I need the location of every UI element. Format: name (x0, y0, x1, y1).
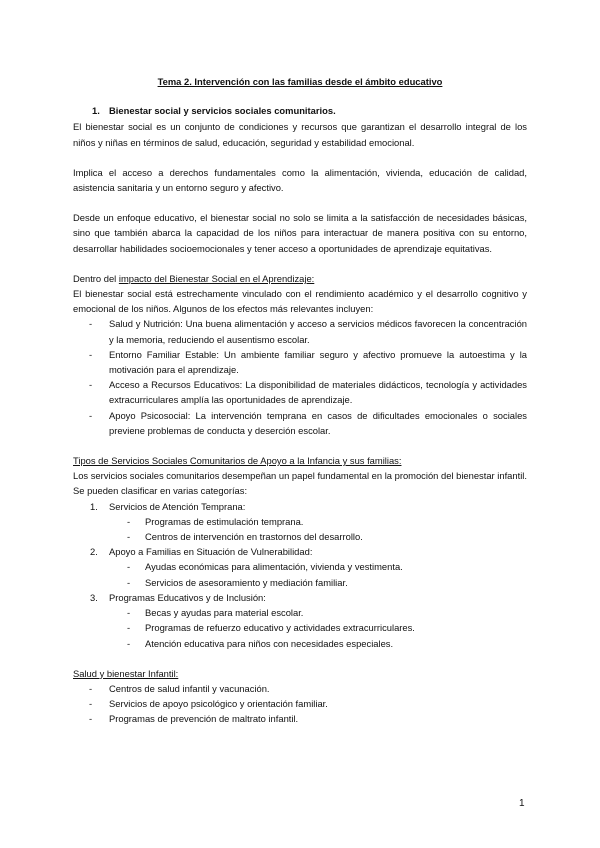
tipos-categories (73, 590, 527, 605)
dash-bullet: - (89, 348, 93, 360)
list-item (73, 408, 527, 438)
document-title: Tema 2. Intervención con las familias desde el ámbito educativo (157, 76, 443, 87)
list-item-text: Centros de intervención en trastornos del desarrollo. (145, 531, 363, 543)
list-item (73, 316, 527, 346)
list-item-text: Acceso a Recursos Educativos: La disponibilidad de materiales didácticos, tecnología y actividades extracurriculares amplía las oportunidades de aprendizaje. (109, 379, 527, 406)
salud-list (73, 681, 527, 727)
paragraph-approach: Desde un enfoque educativo, el bienestar social no solo se limita a la satisfacción de necesidades básicas, sino que también abarca la capacidad de los niños para interactuar de manera positiva con su entorno, desarrollar habilidades socioemocionales y tener acceso a oportunidades de aprendizaje equitativas. (73, 212, 527, 254)
tipos-categories (73, 544, 527, 559)
impacto-intro (73, 271, 527, 286)
list-item (73, 575, 527, 590)
list-item (73, 347, 527, 377)
list-item-text: Atención educativa para niños con necesidades especiales. (145, 637, 394, 649)
list-item-text: Programas de refuerzo educativo y actividades extracurriculares. (145, 622, 415, 634)
dash-bullet: - (89, 379, 93, 391)
category-number: 3. (90, 591, 98, 603)
category-item (73, 544, 527, 559)
salud-heading: Salud y bienestar Infantil: (73, 667, 179, 679)
dash-bullet: - (127, 637, 131, 649)
category-number: 1. (90, 500, 98, 512)
list-item (73, 605, 527, 620)
list-item (73, 711, 527, 726)
list-item-text: Apoyo Psicosocial: La intervención temprana en casos de dificultades emocionales o sociales previene problemas de conducta y deserción escolar. (109, 409, 527, 436)
page-number: 1 (519, 798, 525, 809)
list-item (73, 559, 527, 574)
list-item-text: Programas de prevención de maltrato infantil. (109, 713, 299, 725)
list-item (73, 696, 527, 711)
section-number: 1. (92, 105, 100, 117)
section-heading (73, 103, 527, 118)
list-item-text: Servicios de asesoramiento y mediación familiar. (145, 576, 348, 588)
category-label: Servicios de Atención Temprana: (109, 500, 246, 512)
list-item (73, 620, 527, 635)
list-item-text: Salud y Nutrición: Una buena alimentación y acceso a servicios médicos favorecen la concentración y la memoria, reduciendo el ausentismo escolar. (109, 318, 527, 345)
tipos-categories (73, 499, 527, 514)
dash-bullet: - (89, 698, 93, 710)
category-sublist (73, 605, 527, 651)
list-item (73, 636, 527, 651)
list-item-text: Ayudas económicas para alimentación, vivienda y vestimenta. (145, 561, 403, 573)
dash-bullet: - (127, 607, 131, 619)
paragraph-definition: El bienestar social es un conjunto de condiciones y recursos que garantizan el desarrollo integral de los niños y niñas en términos de salud, educación, seguridad y estabilidad emocional. (73, 121, 527, 148)
impacto-intro-prefix: Dentro del (73, 272, 119, 284)
category-label: Programas Educativos y de Inclusión: (109, 591, 266, 603)
list-item (73, 529, 527, 544)
dash-bullet: - (127, 561, 131, 573)
list-item-text: Entorno Familiar Estable: Un ambiente familiar seguro y afectivo promueve la autoestima y la motivación para el aprendizaje. (109, 348, 527, 376)
impacto-list (73, 316, 527, 438)
dash-bullet: - (89, 409, 93, 421)
list-item (73, 377, 527, 407)
tipos-heading: Tipos de Servicios Sociales Comunitarios de Apoyo a la Infancia y sus familias: (73, 455, 402, 467)
dash-bullet: - (89, 713, 93, 725)
list-item-text: Servicios de apoyo psicológico y orientación familiar. (109, 698, 328, 710)
tipos-body: Los servicios sociales comunitarios desempeñan un papel fundamental en la promoción del bienestar infantil. Se pueden clasificar en varias categorías: (73, 470, 527, 497)
impacto-body: El bienestar social está estrechamente vinculado con el rendimiento académico y el desarrollo cognitivo y emocional de los niños. Algunos de los efectos más relevantes incluyen: (73, 288, 527, 315)
list-item (73, 514, 527, 529)
dash-bullet: - (127, 515, 131, 527)
list-item-text: Programas de estimulación temprana. (145, 515, 304, 527)
paragraph-rights: Implica el acceso a derechos fundamentales como la alimentación, vivienda, educación de calidad, asistencia sanitaria y un entorno seguro y afectivo. (73, 166, 527, 194)
category-label: Apoyo a Familias en Situación de Vulnerabilidad: (109, 546, 313, 558)
section-heading-text: Bienestar social y servicios sociales comunitarios. (109, 105, 336, 117)
category-item (73, 499, 527, 514)
category-sublist (73, 514, 527, 544)
dash-bullet: - (127, 531, 131, 543)
dash-bullet: - (127, 622, 131, 634)
category-number: 2. (90, 546, 98, 558)
category-item (73, 590, 527, 605)
category-sublist (73, 559, 527, 589)
list-item (73, 681, 527, 696)
dash-bullet: - (89, 318, 93, 330)
list-item-text: Becas y ayudas para material escolar. (145, 607, 304, 619)
dash-bullet: - (127, 576, 131, 588)
dash-bullet: - (89, 682, 93, 694)
impacto-heading: impacto del Bienestar Social en el Aprendizaje: (118, 272, 315, 284)
list-item-text: Centros de salud infantil y vacunación. (109, 682, 270, 694)
